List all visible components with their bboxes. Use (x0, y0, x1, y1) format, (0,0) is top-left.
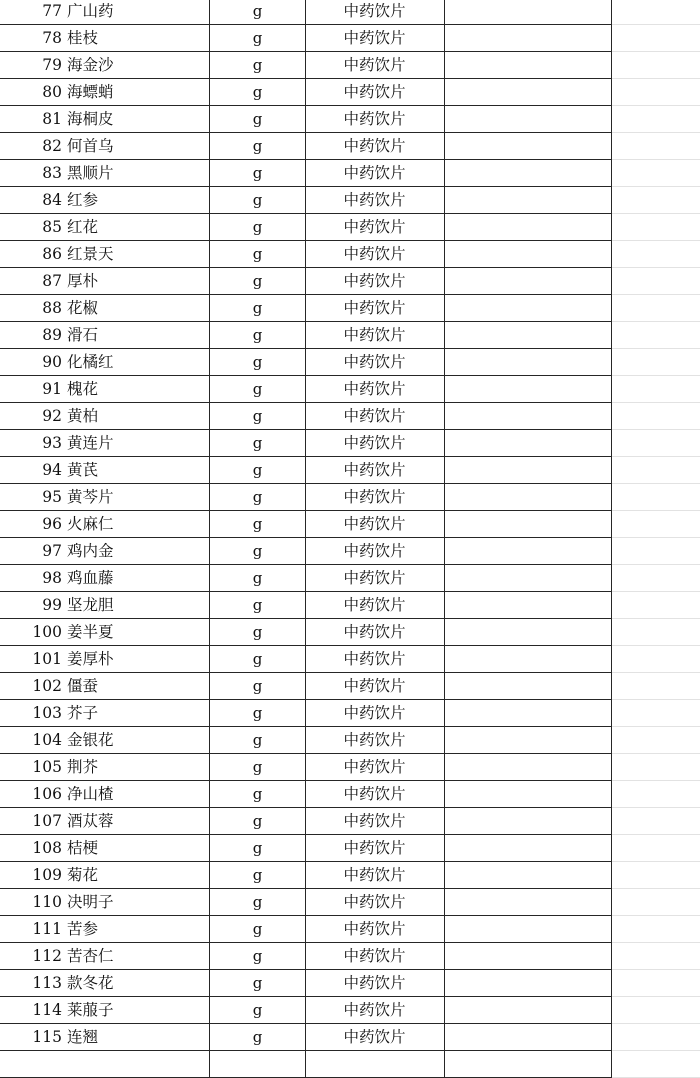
medicine-name-cell[interactable]: 火麻仁 (67, 515, 114, 533)
table-row (0, 538, 700, 565)
unit-cell[interactable]: g (252, 272, 263, 290)
category-cell[interactable]: 中药饮片 (343, 29, 406, 47)
medicine-name-cell[interactable]: 连翘 (67, 1028, 99, 1046)
category-cell[interactable]: 中药饮片 (343, 1028, 406, 1046)
table-row (0, 322, 700, 349)
unit-cell[interactable]: g (252, 2, 263, 20)
row-number-cell[interactable]: 80 (42, 83, 62, 101)
category-cell[interactable]: 中药饮片 (343, 407, 406, 425)
table-row (0, 0, 700, 25)
medicine-name-cell[interactable]: 鸡血藤 (67, 569, 114, 587)
empty-grid-cell[interactable] (611, 349, 700, 376)
medicine-name-cell[interactable]: 厚朴 (67, 272, 99, 290)
table-row (0, 862, 700, 889)
column-divider-notes-end (611, 0, 612, 1078)
unit-cell[interactable]: g (252, 893, 263, 911)
row-number-cell[interactable]: 105 (32, 758, 62, 776)
medicine-name-cell[interactable]: 鸡内金 (67, 542, 114, 560)
empty-grid-cell[interactable] (611, 403, 700, 430)
row-number-cell[interactable]: 79 (42, 56, 62, 74)
medicine-name-cell[interactable]: 海桐皮 (67, 110, 114, 128)
table-row (0, 376, 700, 403)
table-row (0, 25, 700, 52)
empty-grid-cell[interactable] (611, 781, 700, 808)
medicine-name-cell[interactable]: 黄柏 (67, 407, 99, 425)
empty-grid-cell[interactable] (611, 754, 700, 781)
medicine-name-cell[interactable]: 苦杏仁 (67, 947, 114, 965)
medicine-name-cell[interactable]: 桂枝 (67, 29, 99, 47)
table-row (0, 241, 700, 268)
table-row (0, 1024, 700, 1051)
medicine-name-cell[interactable]: 金银花 (67, 731, 114, 749)
category-cell[interactable]: 中药饮片 (343, 326, 406, 344)
unit-cell[interactable]: g (252, 623, 263, 641)
unit-cell[interactable]: g (252, 812, 263, 830)
medicine-name-cell[interactable]: 僵蚕 (67, 677, 99, 695)
empty-grid-cell[interactable] (611, 997, 700, 1024)
empty-grid-cell[interactable] (611, 25, 700, 52)
row-number-cell[interactable]: 108 (32, 839, 62, 857)
table-row (0, 943, 700, 970)
category-cell[interactable]: 中药饮片 (343, 272, 406, 290)
category-cell[interactable]: 中药饮片 (343, 461, 406, 479)
medicine-name-cell[interactable]: 净山楂 (67, 785, 114, 803)
table-row (0, 889, 700, 916)
category-cell[interactable]: 中药饮片 (343, 164, 406, 182)
empty-grid-cell[interactable] (611, 457, 700, 484)
empty-grid-cell[interactable] (611, 79, 700, 106)
unit-cell[interactable]: g (252, 542, 263, 560)
empty-grid-cell[interactable] (611, 700, 700, 727)
medicine-name-cell[interactable]: 决明子 (67, 893, 114, 911)
unit-cell[interactable]: g (252, 920, 263, 938)
category-cell[interactable]: 中药饮片 (343, 569, 406, 587)
medicine-name-cell[interactable]: 何首乌 (67, 137, 114, 155)
unit-cell[interactable]: g (252, 29, 263, 47)
empty-grid-cell[interactable] (611, 592, 700, 619)
empty-grid-cell[interactable] (611, 619, 700, 646)
row-number-cell[interactable]: 109 (32, 866, 62, 884)
unit-cell[interactable]: g (252, 785, 263, 803)
unit-cell[interactable]: g (252, 191, 263, 209)
empty-grid-cell[interactable] (611, 943, 700, 970)
category-cell[interactable]: 中药饮片 (343, 866, 406, 884)
row-number-cell[interactable]: 115 (32, 1028, 62, 1046)
row-number-cell[interactable]: 103 (32, 704, 62, 722)
category-cell[interactable]: 中药饮片 (343, 56, 406, 74)
row-number-cell[interactable]: 78 (42, 29, 62, 47)
category-cell[interactable]: 中药饮片 (343, 110, 406, 128)
category-cell[interactable]: 中药饮片 (343, 920, 406, 938)
table-row (0, 79, 700, 106)
row-number-cell[interactable]: 98 (42, 569, 62, 587)
unit-cell[interactable]: g (252, 1001, 263, 1019)
medicine-name-cell[interactable]: 红花 (67, 218, 99, 236)
empty-grid-cell[interactable] (611, 241, 700, 268)
medicine-name-cell[interactable]: 海螵蛸 (67, 83, 114, 101)
empty-grid-cell[interactable] (611, 889, 700, 916)
empty-grid-cell[interactable] (611, 808, 700, 835)
empty-grid-cell[interactable] (611, 538, 700, 565)
medicine-name-cell[interactable]: 款冬花 (67, 974, 114, 992)
table-row (0, 754, 700, 781)
unit-cell[interactable]: g (252, 515, 263, 533)
empty-grid-cell[interactable] (611, 835, 700, 862)
row-number-cell[interactable]: 99 (42, 596, 62, 614)
table-row (0, 592, 700, 619)
unit-cell[interactable]: g (252, 569, 263, 587)
row-number-cell[interactable]: 85 (42, 218, 62, 236)
empty-grid-cell[interactable] (611, 511, 700, 538)
empty-grid-cell[interactable] (611, 0, 700, 25)
column-divider-name-unit (209, 0, 210, 1078)
category-cell[interactable]: 中药饮片 (343, 353, 406, 371)
row-number-cell[interactable]: 89 (42, 326, 62, 344)
table-row (0, 457, 700, 484)
medicine-name-cell[interactable]: 化橘红 (67, 353, 114, 371)
category-cell[interactable]: 中药饮片 (343, 947, 406, 965)
medicine-name-cell[interactable]: 桔梗 (67, 839, 99, 857)
unit-cell[interactable]: g (252, 839, 263, 857)
medicine-name-cell[interactable]: 黄芪 (67, 461, 99, 479)
medicine-name-cell[interactable]: 酒苁蓉 (67, 812, 114, 830)
medicine-name-cell[interactable]: 苦参 (67, 920, 99, 938)
empty-grid-cell[interactable] (611, 106, 700, 133)
empty-grid-cell[interactable] (611, 268, 700, 295)
table-row (0, 511, 700, 538)
row-number-cell[interactable]: 88 (42, 299, 62, 317)
row-number-cell[interactable]: 114 (32, 1001, 62, 1019)
medicine-name-cell[interactable]: 黄连片 (67, 434, 114, 452)
unit-cell[interactable]: g (252, 299, 263, 317)
unit-cell[interactable]: g (252, 461, 263, 479)
unit-cell[interactable]: g (252, 704, 263, 722)
category-cell[interactable]: 中药饮片 (343, 623, 406, 641)
empty-grid-cell[interactable] (611, 1024, 700, 1051)
table-row (0, 268, 700, 295)
unit-cell[interactable]: g (252, 866, 263, 884)
empty-grid-cell[interactable] (611, 52, 700, 79)
medicine-name-cell[interactable] (67, 1051, 207, 1077)
category-cell[interactable]: 中药饮片 (343, 758, 406, 776)
empty-grid-cell[interactable] (611, 862, 700, 889)
row-number-cell[interactable]: 113 (32, 974, 62, 992)
category-cell[interactable]: 中药饮片 (343, 1001, 406, 1019)
unit-cell[interactable]: g (252, 326, 263, 344)
medicine-name-cell[interactable]: 黄芩片 (67, 488, 114, 506)
unit-cell[interactable]: g (252, 434, 263, 452)
table-row (0, 160, 700, 187)
medicine-name-cell[interactable]: 莱菔子 (67, 1001, 114, 1019)
unit-cell[interactable]: g (252, 56, 263, 74)
empty-grid-cell[interactable] (611, 970, 700, 997)
medicine-name-cell[interactable]: 广山药 (67, 2, 114, 20)
category-cell[interactable]: 中药饮片 (343, 380, 406, 398)
row-number-cell[interactable]: 106 (32, 785, 62, 803)
category-cell[interactable]: 中药饮片 (343, 785, 406, 803)
medicine-name-cell[interactable]: 黑顺片 (67, 164, 114, 182)
row-number-cell[interactable]: 96 (42, 515, 62, 533)
unit-cell[interactable]: g (252, 353, 263, 371)
unit-cell[interactable]: g (252, 245, 263, 263)
unit-cell[interactable]: g (252, 731, 263, 749)
table-row (0, 214, 700, 241)
row-number-cell[interactable]: 102 (32, 677, 62, 695)
unit-cell[interactable]: g (252, 110, 263, 128)
empty-grid-cell[interactable] (611, 160, 700, 187)
row-number-cell[interactable]: 97 (42, 542, 62, 560)
row-number-cell[interactable]: 107 (32, 812, 62, 830)
empty-grid-cell[interactable] (611, 484, 700, 511)
table-row (0, 835, 700, 862)
row-number-cell[interactable]: 100 (32, 623, 62, 641)
unit-cell[interactable]: g (252, 488, 263, 506)
category-cell[interactable] (305, 1051, 444, 1077)
table-row (0, 700, 700, 727)
category-cell[interactable]: 中药饮片 (343, 83, 406, 101)
category-cell[interactable]: 中药饮片 (343, 893, 406, 911)
table-row (0, 52, 700, 79)
medicine-name-cell[interactable]: 荆芥 (67, 758, 99, 776)
unit-cell[interactable]: g (252, 407, 263, 425)
unit-cell[interactable]: g (252, 596, 263, 614)
row-number-cell[interactable]: 95 (42, 488, 62, 506)
row-number-cell[interactable]: 84 (42, 191, 62, 209)
table-row (0, 430, 700, 457)
medicine-name-cell[interactable]: 滑石 (67, 326, 99, 344)
row-number-cell[interactable]: 87 (42, 272, 62, 290)
category-cell[interactable]: 中药饮片 (343, 515, 406, 533)
category-cell[interactable]: 中药饮片 (343, 839, 406, 857)
table-row (0, 295, 700, 322)
empty-grid-cell[interactable] (611, 295, 700, 322)
table-row (0, 106, 700, 133)
medicine-name-cell[interactable]: 红景天 (67, 245, 114, 263)
empty-grid-cell[interactable] (611, 646, 700, 673)
category-cell[interactable]: 中药饮片 (343, 137, 406, 155)
unit-cell[interactable]: g (252, 947, 263, 965)
table-row (0, 403, 700, 430)
row-number-cell[interactable]: 111 (32, 920, 62, 938)
table-row (0, 1051, 700, 1078)
unit-cell[interactable]: g (252, 218, 263, 236)
empty-grid-cell[interactable] (611, 187, 700, 214)
row-number-cell[interactable]: 90 (42, 353, 62, 371)
medicine-name-cell[interactable]: 花椒 (67, 299, 99, 317)
category-cell[interactable]: 中药饮片 (343, 542, 406, 560)
table-row (0, 646, 700, 673)
empty-grid-cell[interactable] (611, 673, 700, 700)
category-cell[interactable]: 中药饮片 (343, 677, 406, 695)
category-cell[interactable]: 中药饮片 (343, 299, 406, 317)
row-number-cell[interactable] (0, 1051, 62, 1077)
medicine-name-cell[interactable]: 红参 (67, 191, 99, 209)
column-divider-unit-category (305, 0, 306, 1078)
medicine-name-cell[interactable]: 姜半夏 (67, 623, 114, 641)
table-row (0, 673, 700, 700)
unit-cell[interactable]: g (252, 677, 263, 695)
category-cell[interactable]: 中药饮片 (343, 812, 406, 830)
empty-grid-cell[interactable] (611, 565, 700, 592)
row-number-cell[interactable]: 91 (42, 380, 62, 398)
medicine-name-cell[interactable]: 芥子 (67, 704, 99, 722)
unit-cell[interactable]: g (252, 650, 263, 668)
row-number-cell[interactable]: 94 (42, 461, 62, 479)
category-cell[interactable]: 中药饮片 (343, 488, 406, 506)
empty-grid-cell[interactable] (611, 430, 700, 457)
category-cell[interactable]: 中药饮片 (343, 434, 406, 452)
table-row (0, 349, 700, 376)
table-row (0, 970, 700, 997)
medicine-name-cell[interactable]: 菊花 (67, 866, 99, 884)
empty-grid-cell[interactable] (611, 376, 700, 403)
row-number-cell[interactable]: 93 (42, 434, 62, 452)
row-number-cell[interactable]: 104 (32, 731, 62, 749)
unit-cell[interactable]: g (252, 137, 263, 155)
empty-grid-cell[interactable] (611, 916, 700, 943)
table-row (0, 619, 700, 646)
row-number-cell[interactable]: 112 (32, 947, 62, 965)
medicine-name-cell[interactable]: 槐花 (67, 380, 99, 398)
table-row (0, 133, 700, 160)
row-number-cell[interactable]: 82 (42, 137, 62, 155)
empty-grid-cell[interactable] (611, 133, 700, 160)
medicine-name-cell[interactable]: 海金沙 (67, 56, 114, 74)
table-row (0, 484, 700, 511)
medicine-name-cell[interactable]: 坚龙胆 (67, 596, 114, 614)
category-cell[interactable]: 中药饮片 (343, 2, 406, 20)
category-cell[interactable]: 中药饮片 (343, 704, 406, 722)
row-number-cell[interactable]: 83 (42, 164, 62, 182)
row-number-cell[interactable]: 92 (42, 407, 62, 425)
table-row (0, 187, 700, 214)
table-row (0, 916, 700, 943)
table-row (0, 808, 700, 835)
category-cell[interactable]: 中药饮片 (343, 191, 406, 209)
unit-cell[interactable]: g (252, 83, 263, 101)
category-cell[interactable]: 中药饮片 (343, 596, 406, 614)
row-number-cell[interactable]: 77 (42, 2, 62, 20)
row-number-cell[interactable]: 101 (32, 650, 62, 668)
table-row (0, 997, 700, 1024)
medicine-name-cell[interactable]: 姜厚朴 (67, 650, 114, 668)
row-number-cell[interactable]: 86 (42, 245, 62, 263)
category-cell[interactable]: 中药饮片 (343, 218, 406, 236)
category-cell[interactable]: 中药饮片 (343, 731, 406, 749)
unit-cell[interactable]: g (252, 380, 263, 398)
unit-cell[interactable]: g (252, 1028, 263, 1046)
empty-grid-cell[interactable] (611, 322, 700, 349)
table-row (0, 727, 700, 754)
empty-grid-cell[interactable] (611, 1051, 700, 1078)
unit-cell[interactable]: g (252, 164, 263, 182)
unit-cell[interactable]: g (252, 758, 263, 776)
empty-grid-cell[interactable] (611, 214, 700, 241)
category-cell[interactable]: 中药饮片 (343, 245, 406, 263)
empty-grid-cell[interactable] (611, 727, 700, 754)
row-number-cell[interactable]: 81 (42, 110, 62, 128)
table-row (0, 781, 700, 808)
unit-cell[interactable]: g (252, 974, 263, 992)
category-cell[interactable]: 中药饮片 (343, 974, 406, 992)
category-cell[interactable]: 中药饮片 (343, 650, 406, 668)
column-divider-category-notes (444, 0, 445, 1078)
table-row (0, 565, 700, 592)
row-number-cell[interactable]: 110 (32, 893, 62, 911)
unit-cell[interactable] (210, 1051, 305, 1077)
